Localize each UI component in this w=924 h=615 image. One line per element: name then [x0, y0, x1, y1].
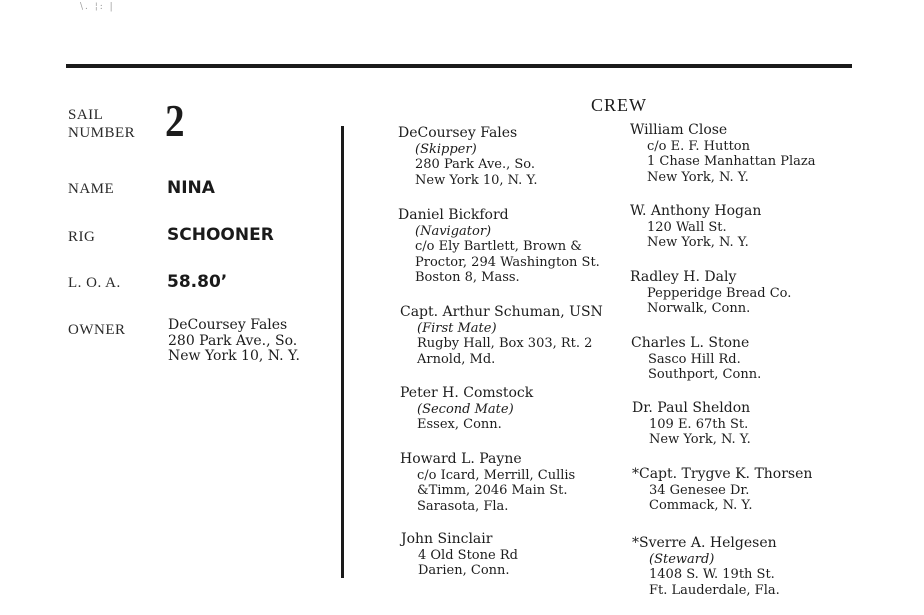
- owner-line: DeCoursey Fales: [168, 317, 288, 333]
- crew-entry: [401, 532, 518, 579]
- crew-name: William Close: [630, 122, 728, 138]
- crew-heading: CREW: [591, 95, 647, 115]
- crew-name: DeCoursey Fales: [398, 125, 518, 141]
- crew-address-line: Sarasota, Fla.: [417, 498, 509, 514]
- crew-address-line: Boston 8, Mass.: [415, 270, 520, 285]
- crew-address-line: New York, N. Y.: [647, 235, 749, 250]
- crew-entry: [630, 270, 791, 317]
- crew-address-line: 1408 S. W. 19th St.: [649, 567, 775, 582]
- crew-name: *Sverre A. Helgesen: [632, 535, 777, 551]
- crew-name: W. Anthony Hogan: [630, 203, 762, 219]
- crew-entry: [631, 336, 761, 383]
- crew-name: Peter H. Comstock: [400, 385, 534, 401]
- top-rule: [66, 64, 852, 68]
- crew-address-line: Proctor, 294 Washington St.: [415, 254, 600, 270]
- owner-address: [168, 318, 300, 365]
- crew-address-line: Commack, N. Y.: [649, 498, 753, 513]
- crew-role: (Steward): [649, 551, 715, 567]
- crew-entry: [400, 386, 533, 433]
- crew-address-line: Arnold, Md.: [417, 351, 496, 367]
- crew-address-line: c/o Icard, Merrill, Cullis: [417, 467, 576, 483]
- crew-entry: [632, 536, 780, 598]
- name-label: NAME: [68, 181, 115, 197]
- crew-address-line: Pepperidge Bread Co.: [647, 285, 792, 301]
- crew-address-line: Rugby Hall, Box 303, Rt. 2: [417, 336, 593, 351]
- crew-name: Radley H. Daly: [630, 269, 737, 285]
- loa-value: 58.80’: [167, 272, 228, 292]
- crew-address-line: 1 Chase Manhattan Plaza: [647, 154, 816, 169]
- loa-label: L. O. A.: [68, 275, 121, 291]
- crew-address-line: c/o E. F. Hutton: [647, 138, 750, 154]
- crew-address-line: 4 Old Stone Rd: [418, 547, 518, 563]
- crew-entry: [630, 204, 761, 251]
- name-value: NINA: [167, 178, 215, 198]
- crew-address-line: Sasco Hill Rd.: [648, 351, 741, 367]
- crew-address-line: New York 10, N. Y.: [415, 172, 538, 188]
- crew-name: *Capt. Trygve K. Thorsen: [632, 466, 813, 482]
- crew-name: Howard L. Payne: [400, 451, 522, 467]
- rig-value: SCHOONER: [167, 225, 274, 245]
- crew-address-line: Norwalk, Conn.: [647, 301, 751, 316]
- crew-entry: [632, 401, 751, 448]
- crew-address-line: Darien, Conn.: [418, 563, 510, 578]
- crew-name: John Sinclair: [401, 531, 493, 547]
- crew-address-line: Essex, Conn.: [417, 417, 502, 432]
- crew-address-line: 109 E. 67th St.: [649, 416, 749, 432]
- crew-address-line: Southport, Conn.: [648, 367, 762, 382]
- crew-name: Daniel Bickford: [398, 207, 509, 223]
- crew-address-line: c/o Ely Bartlett, Brown &: [415, 239, 582, 254]
- sail-number-label: [68, 106, 135, 142]
- crew-entry: [400, 305, 603, 367]
- sail-label-line2: NUMBER: [68, 125, 136, 141]
- crew-role: (Second Mate): [417, 401, 514, 417]
- crew-name: Capt. Arthur Schuman, USN: [400, 304, 603, 320]
- crew-entry: [632, 467, 812, 514]
- crew-address-line: 120 Wall St.: [647, 219, 727, 235]
- crew-entry: [400, 452, 575, 514]
- column-divider: [341, 126, 344, 578]
- sail-label-line1: SAIL: [68, 107, 104, 123]
- crew-role: (First Mate): [417, 320, 497, 336]
- owner-label: OWNER: [68, 322, 126, 338]
- crew-entry: [630, 123, 816, 185]
- crew-address-line: 280 Park Ave., So.: [415, 157, 536, 172]
- crew-address-line: Ft. Lauderdale, Fla.: [649, 582, 780, 598]
- scan-specks: \. ¦: |: [80, 2, 115, 12]
- crew-address-line: 34 Genesee Dr.: [649, 482, 750, 498]
- crew-name: Charles L. Stone: [631, 335, 750, 351]
- owner-line: New York 10, N. Y.: [168, 348, 300, 364]
- sail-number-value: 2: [165, 95, 185, 146]
- rig-label: RIG: [68, 229, 96, 245]
- crew-address-line: New York, N. Y.: [647, 169, 749, 185]
- crew-address-line: New York, N. Y.: [649, 432, 751, 447]
- crew-name: Dr. Paul Sheldon: [632, 400, 751, 416]
- crew-entry: [398, 126, 537, 188]
- crew-role: (Navigator): [415, 223, 492, 239]
- crew-role: (Skipper): [415, 141, 477, 157]
- crew-entry: [398, 208, 600, 286]
- crew-address-line: &Timm, 2046 Main St.: [417, 483, 568, 498]
- owner-line: 280 Park Ave., So.: [168, 332, 298, 349]
